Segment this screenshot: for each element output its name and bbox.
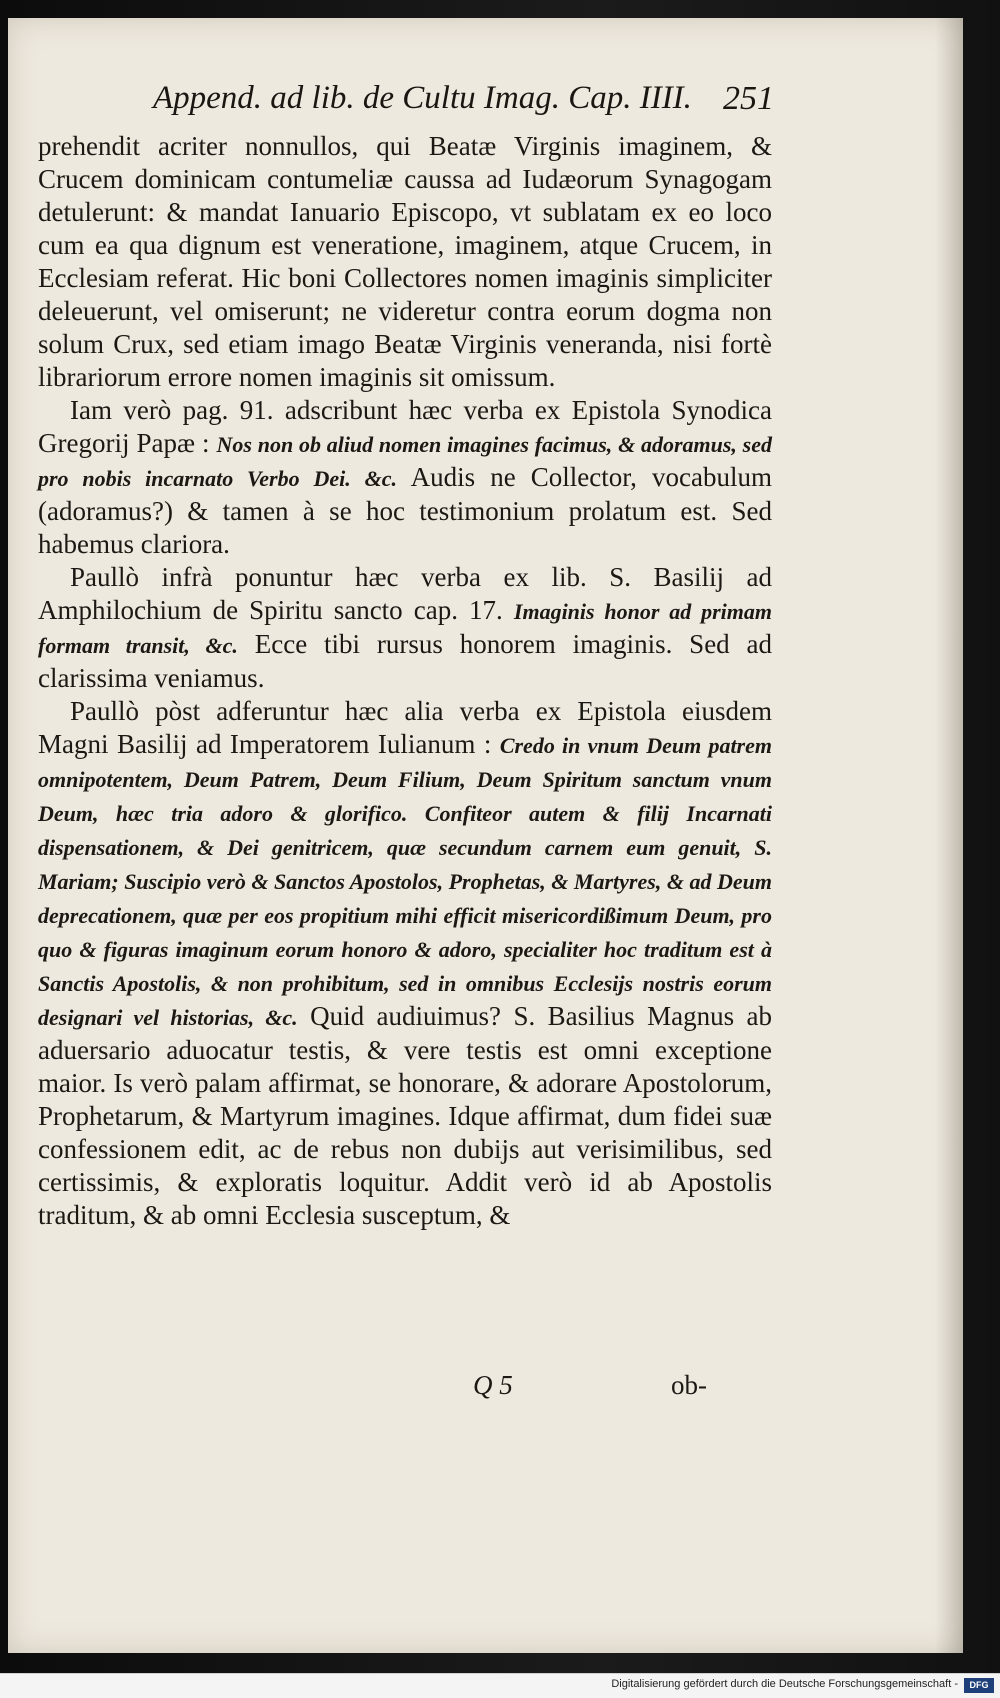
paragraph-3 [38, 561, 772, 695]
paragraph-3-text-b: Ecce tibi rursus honorem imaginis. Sed ad clarissima veniamus. [38, 629, 773, 693]
book-page [8, 18, 963, 1653]
signature-line [8, 1370, 963, 1410]
paragraph-1 [38, 130, 772, 394]
paragraph-4 [38, 695, 772, 1232]
paragraph-4-quote: Credo in vnum Deum patrem omnipotentem, Deum Patrem, Deum Filium, Deum Spiritum sanctum vnum Deum, hæc tria adoro & glorifico. Confiteor autem & filij Incarnati dispensationem, & Dei genitricem, quæ secundum carnem eum genuit, S. Mariam; Suscipio verò & Sanctos Apostolos, Prophetas, & Martyres, & ad Deum deprecationem, quæ per eos propitium mihi efficit misericordißimum Deum, pro quo & figuras imaginum eorum honoro & adoro, specialiter hoc traditum est à Sanctis Apostolis, & non prohibitum, sed in omnibus Ecclesijs nostris eorum designari vel historias, &c. [38, 733, 772, 1030]
paragraph-2-text-b: Audis ne Collector, vocabulum (adoramus?) & tamen à se hoc testimonium prolatum est. Sed habemus clariora. [38, 462, 773, 559]
paragraph-1-text: prehendit acriter nonnullos, qui Beatæ Virginis imaginem, & Crucem dominicam contumeliæ caussa ad Iudæorum Synagogam detulerunt: & mandat Ianuario Episcopo, vt sublatam ex eo loco cum ea qua dignum est veneratione, imaginem, atque Crucem, in Ecclesiam referat. Hic boni Collectores nomen imaginis simpliciter deleuerunt, vel omiserunt; ne videretur contra eorum dogma non solum Crux, sed etiam imago Beatæ Virginis veneranda, nisi fortè librariorum errore nomen imaginis sit omissum. [38, 131, 772, 392]
dfg-logo-icon: DFG [964, 1678, 994, 1693]
paragraph-4-text-b: Quid audiuimus? S. Basilius Magnus ab aduersario aduocatur testis, & vere testis est omni exceptione maior. Is verò palam affirmat, se honorare, & adorare Apostolorum, Prophetarum, & Martyrum imagines. Idque affirmat, dum fidei suæ confessionem edit, ac de rebus non dubijs aut verisimilibus, sed certissimis, & exploratis loquitur. Addit verò id ab Apostolis traditum, & ab omni Ecclesia susceptum, & [38, 1001, 773, 1230]
digitization-footer [0, 1673, 1000, 1698]
paragraph-2 [38, 394, 772, 561]
signature-mark: Q 5 [473, 1370, 513, 1400]
digitization-credit: Digitalisierung gefördert durch die Deutsche Forschungsgemeinschaft - [611, 1678, 958, 1690]
paragraph-3-text-a: Paullò infrà ponuntur hæc verba ex lib. S. Basilij ad Amphilochium de Spiritu sancto cap. 17. [38, 562, 772, 625]
running-title: Append. ad lib. de Cultu Imag. Cap. IIII. [153, 80, 692, 116]
paragraph-2-quote: Nos non ob aliud nomen imagines facimus, & adoramus, sed pro nobis incarnato Verbo Dei. &c. [38, 432, 772, 491]
paragraph-4-text-a: Paullò pòst adferuntur hæc alia verba ex Epistola eiusdem Magni Basilij ad Imperatorem Iulianum : [38, 696, 772, 759]
body-text [38, 130, 772, 1232]
page-number: 251 [723, 80, 774, 117]
paragraph-3-quote: Imaginis honor ad primam formam transit, &c. [38, 599, 772, 658]
paragraph-2-text-a: Iam verò pag. 91. adscribunt hæc verba ex Epistola Synodica Gregorij Papæ : [38, 395, 772, 458]
catchword: ob- [671, 1370, 707, 1400]
